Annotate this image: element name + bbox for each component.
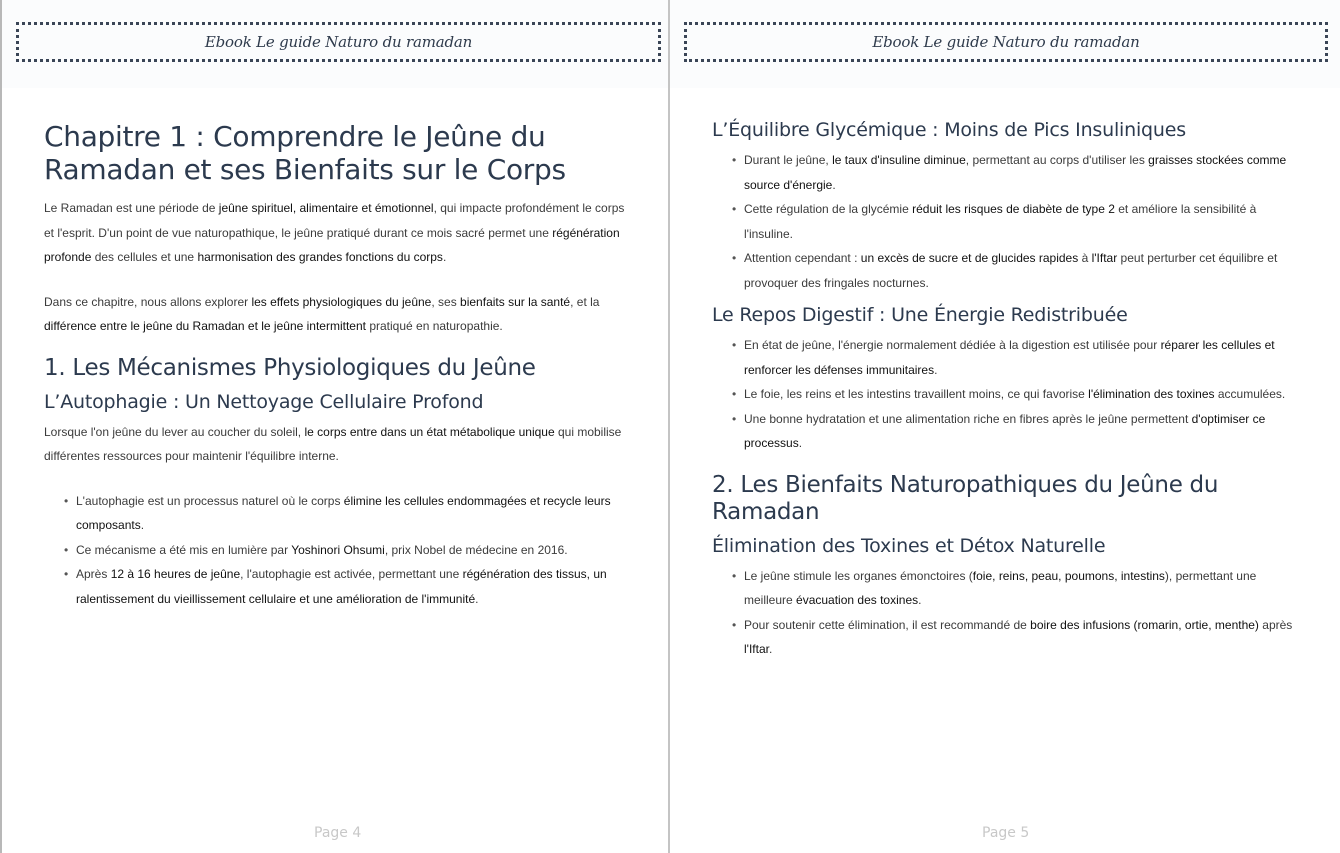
emphasis-text: réparer les cellules et renforcer les défenses immunitaires — [744, 338, 1275, 377]
emphasis-text: un excès de sucre et de glucides rapides — [860, 251, 1079, 265]
emphasis-text: évacuation des toxines — [796, 593, 919, 607]
text-run: Durant le jeûne, — [744, 153, 833, 167]
chapter-title: Chapitre 1 : Comprendre le Jeûne du Ramadan et ses Bienfaits sur le Corps — [44, 120, 566, 186]
emphasis-text: boire des infusions (romarin, ortie, menthe) — [1030, 617, 1259, 632]
text-run: Ce mécanisme a été mis en lumière par — [76, 542, 292, 557]
text-run: . — [832, 177, 836, 192]
text-run: . — [798, 436, 803, 450]
list-item — [744, 148, 1300, 197]
list-item — [744, 407, 1300, 456]
text-run: . — [475, 591, 479, 606]
text-run: , et la — [570, 294, 600, 309]
page-header — [16, 22, 661, 62]
text-run: après — [1258, 617, 1293, 632]
page-header — [684, 22, 1328, 62]
intro-paragraph-1 — [44, 196, 628, 270]
text-run: . — [140, 518, 145, 532]
emphasis-text: 12 à 16 heures de jeûne — [110, 567, 241, 581]
list-item — [76, 489, 628, 538]
emphasis-text: jeûne spirituel, alimentaire et émotionnel — [218, 201, 434, 215]
emphasis-text: bienfaits sur la santé — [460, 294, 571, 309]
glycemie-list — [712, 148, 1300, 295]
list-item — [76, 538, 628, 563]
list-item — [744, 333, 1300, 382]
emphasis-text: régénération des tissus, un ralentissement du vieillissement cellulaire et une amélioration de l'immunité — [76, 567, 607, 606]
text-run: . — [442, 250, 447, 264]
text-run: Une bonne hydratation et une alimentation riche en fibres après le jeûne permettent — [744, 411, 1192, 426]
list-item — [76, 562, 628, 611]
text-run: . — [768, 642, 773, 656]
text-run: , ses — [431, 294, 461, 309]
emphasis-text: le corps entre dans un état métabolique unique — [304, 424, 555, 439]
text-run: accumulées. — [1214, 387, 1286, 401]
text-run: et améliore la sensibilité à l'insuline. — [744, 202, 1257, 241]
emphasis-text: l'élimination des toxines — [1088, 387, 1215, 401]
section-1-title: 1. Les Mécanismes Physiologiques du Jeûne — [44, 354, 536, 381]
autophagie-list — [44, 489, 628, 612]
section-2-title: 2. Les Bienfaits Naturopathiques du Jeûne du Ramadan — [712, 471, 1219, 525]
ebook-title: Ebook Le guide Naturo du ramadan — [204, 33, 473, 51]
list-item — [744, 246, 1300, 295]
emphasis-text: l'Iftar — [744, 642, 769, 656]
text-run: qui mobilise différentes ressources pour maintenir l'équilibre interne. — [44, 424, 622, 463]
ebook-title: Ebook Le guide Naturo du ramadan — [872, 33, 1140, 51]
text-run: pratiqué en naturopathie. — [365, 319, 503, 333]
page-5 — [670, 0, 1340, 853]
glycemie-title: L’Équilibre Glycémique : Moins de Pics Insuliniques — [712, 119, 1186, 141]
list-item — [744, 564, 1300, 613]
text-run: , prix Nobel de médecine en 2016. — [384, 542, 568, 557]
detox-title: Élimination des Toxines et Détox Naturelle — [712, 534, 1106, 557]
emphasis-text: Yoshinori Ohsumi — [291, 542, 385, 557]
emphasis-text: le taux d'insuline diminue — [832, 153, 966, 167]
text-run: L'autophagie est un processus naturel où le corps — [76, 493, 344, 508]
detox-list — [712, 564, 1300, 662]
emphasis-text: harmonisation des grandes fonctions du corps — [197, 250, 443, 264]
autophagie-title: L’Autophagie : Un Nettoyage Cellulaire Profond — [44, 390, 484, 413]
emphasis-text: les effets physiologiques du jeûne — [251, 294, 432, 309]
emphasis-text: élimine les cellules endommagées et recycle leurs composants — [76, 493, 611, 532]
emphasis-text: foie, reins, peau, poumons, intestins — [972, 568, 1165, 583]
page-number: Page 5 — [982, 825, 1030, 841]
text-run: Après — [76, 567, 111, 581]
text-run: ), permettant une meilleure — [744, 568, 1257, 607]
emphasis-text: réduit les risques de diabète de type 2 — [912, 202, 1115, 216]
text-run: Le jeûne stimule les organes émonctoires ( — [744, 568, 973, 583]
page-4-content — [44, 120, 628, 619]
emphasis-text: graisses stockées comme source d'énergie — [744, 153, 1287, 192]
text-run: Attention cependant : — [744, 251, 861, 265]
text-run: , l'autophagie est activée, permettant une — [240, 567, 463, 581]
text-run: des cellules et une — [91, 250, 198, 264]
text-run: Pour soutenir cette élimination, il est recommandé de — [744, 617, 1031, 632]
text-run: Le Ramadan est une période de — [44, 201, 219, 215]
text-run: peut perturber cet équilibre et provoquer des fringales nocturnes. — [744, 251, 1278, 290]
emphasis-text: l'Iftar — [1091, 251, 1118, 265]
list-item — [744, 613, 1300, 662]
text-run: Le foie, les reins et les intestins travaillent moins, ce qui favorise — [744, 387, 1089, 401]
list-item — [744, 382, 1300, 407]
list-item — [744, 197, 1300, 246]
digestif-title: Le Repos Digestif : Une Énergie Redistribuée — [712, 304, 1128, 326]
emphasis-text: différence entre le jeûne du Ramadan et le jeûne intermittent — [44, 319, 366, 333]
emphasis-text: régénération profonde — [44, 225, 620, 264]
text-run: . — [918, 593, 922, 607]
page-5-content — [712, 118, 1300, 670]
text-run: , qui impacte profondément le corps et l'esprit. D'un point de vue naturopathique, le jeûne pratiqué durant ce mois sacré permet une — [44, 201, 625, 240]
text-run: Cette régulation de la glycémie — [744, 202, 913, 216]
text-run: . — [934, 362, 938, 377]
emphasis-text: d'optimiser ce processus — [744, 411, 1266, 450]
digestif-list — [712, 333, 1300, 456]
text-run: Lorsque l'on jeûne du lever au coucher du soleil, — [44, 424, 305, 439]
intro-paragraph-2 — [44, 290, 628, 339]
page-number: Page 4 — [314, 825, 362, 841]
text-run: En état de jeûne, l'énergie normalement dédiée à la digestion est utilisée pour — [744, 338, 1161, 352]
autophagie-intro — [44, 420, 628, 469]
text-run: Dans ce chapitre, nous allons explorer — [44, 294, 252, 309]
text-run: , permettant au corps d'utiliser les — [965, 153, 1149, 167]
text-run: à — [1078, 251, 1092, 265]
